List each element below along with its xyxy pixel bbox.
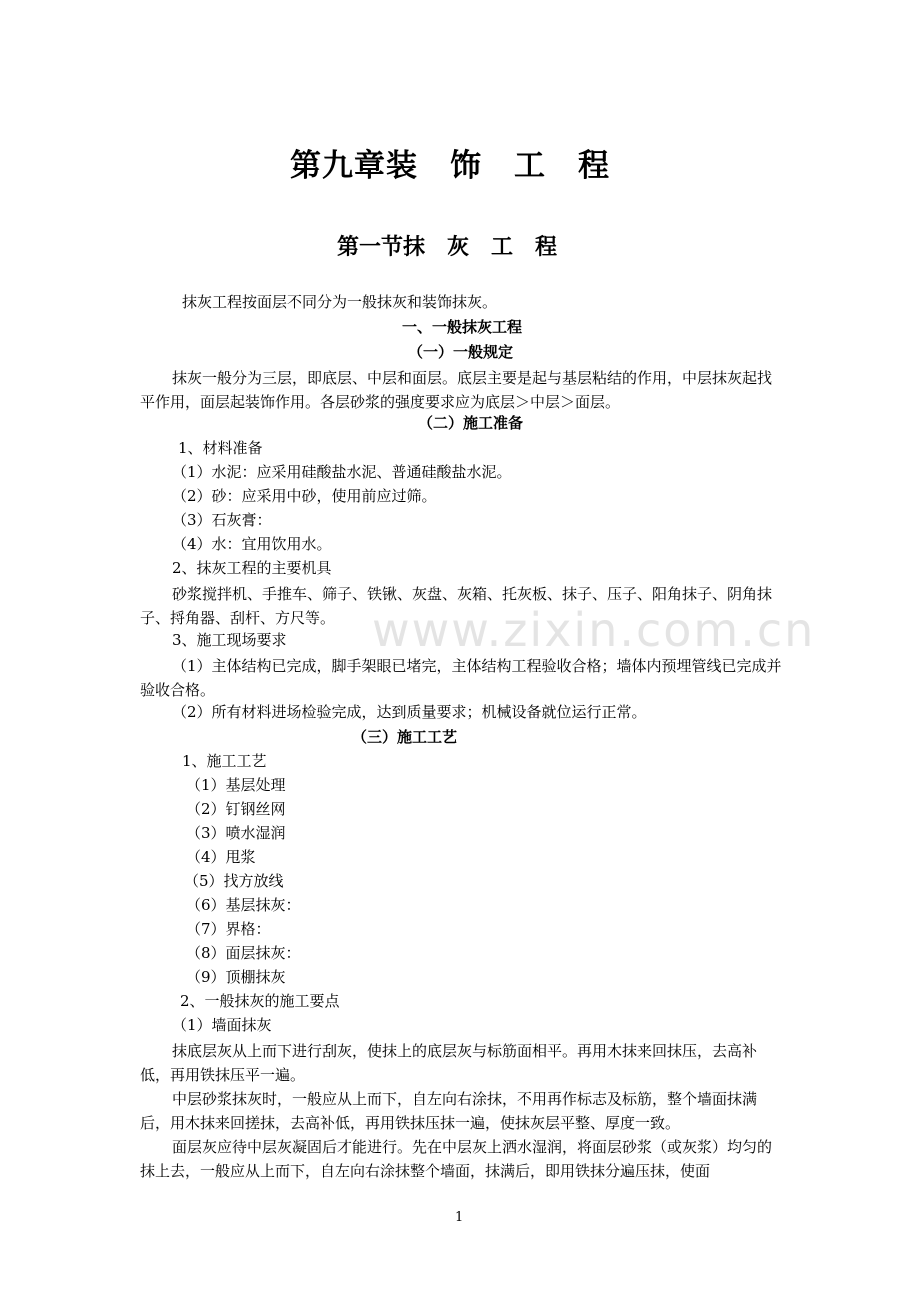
tools-heading: 2、抹灰工程的主要机具	[172, 559, 332, 577]
wall-paragraph-3: 面层灰应待中层灰凝固后才能进行。先在中层灰上洒水湿润，将面层砂浆（或灰浆）均匀的抹上去，一般应从上而下，自左向右涂抹整个墙面，抹满后，即用铁抹分遍压抹，使面	[140, 1138, 773, 1180]
process-step-4: （4）甩浆	[186, 848, 256, 866]
process-step-8: （8）面层抹灰：	[186, 944, 301, 962]
site-item-2: （2）所有材料进场检验完成，达到质量要求；机械设备就位运行正常。	[172, 703, 647, 721]
page-number: 1	[455, 1210, 464, 1225]
site-heading: 3、施工现场要求	[172, 631, 287, 649]
wall-paragraph-2: 中层砂浆抹灰时，一般应从上而下，自左向右涂抹，不用再作标志及标筋，整个墙面抹满后，用木抹来回搓抹，去高补低，再用铁抹压抹一遍，使抹灰层平整、厚度一致。	[140, 1090, 758, 1132]
part1-heading: 一、一般抹灰工程	[402, 318, 523, 336]
process-step-6: （6）基层抹灰：	[186, 896, 301, 914]
process-step-3: （3）喷水湿润	[186, 824, 286, 842]
sub3-heading: （三）施工工艺	[352, 728, 458, 746]
process-step-1: （1）基层处理	[186, 776, 286, 794]
materials-item-1: （1）水泥：应采用硅酸盐水泥、普通硅酸盐水泥。	[172, 463, 512, 481]
site-item-1: （1）主体结构已完成，脚手架眼已堵完，主体结构工程验收合格；墙体内预埋管线已完成并验收合格。	[140, 657, 782, 699]
watermark: www.zixin.com.cn	[372, 603, 816, 657]
materials-heading: 1、材料准备	[178, 439, 263, 457]
process-step-2: （2）钉钢丝网	[186, 800, 286, 818]
materials-item-2: （2）砂：应采用中砂，使用前应过筛。	[172, 487, 437, 505]
wall-paragraph-1: 抹底层灰从上而下进行刮灰，使抹上的底层灰与标筋面相平。再用木抹来回抹压，去高补低，再用铁抹压平一遍。	[140, 1042, 758, 1084]
wall-heading: （1）墙面抹灰	[172, 1016, 272, 1034]
intro-paragraph: 抹灰工程按面层不同分为一般抹灰和装饰抹灰。	[182, 293, 498, 311]
sub1-paragraph: 抹灰一般分为三层，即底层、中层和面层。底层主要是起与基层粘结的作用，中层抹灰起找平作用，面层起装饰作用。各层砂浆的强度要求应为底层＞中层＞面层。	[140, 369, 773, 411]
section-title: 第一节抹 灰 工 程	[337, 234, 558, 260]
points-heading: 2、一般抹灰的施工要点	[180, 992, 340, 1010]
materials-item-4: （4）水：宜用饮用水。	[172, 535, 332, 553]
chapter-title: 第九章装 饰 工 程	[290, 148, 610, 184]
process-step-9: （9）顶棚抹灰	[186, 968, 286, 986]
process-step-5: （5）找方放线	[184, 872, 284, 890]
sub2-heading: （二）施工准备	[418, 414, 524, 432]
tools-paragraph: 砂浆搅拌机、手推车、筛子、铁锹、灰盘、灰箱、托灰板、抹子、压子、阳角抹子、阴角抹子、捋角器、刮杆、方尺等。	[140, 585, 773, 627]
materials-item-3: （3）石灰膏：	[172, 511, 272, 529]
sub1-heading: （一）一般规定	[408, 343, 514, 361]
process-step-7: （7）界格：	[186, 920, 271, 938]
process-heading: 1、施工工艺	[182, 752, 267, 770]
